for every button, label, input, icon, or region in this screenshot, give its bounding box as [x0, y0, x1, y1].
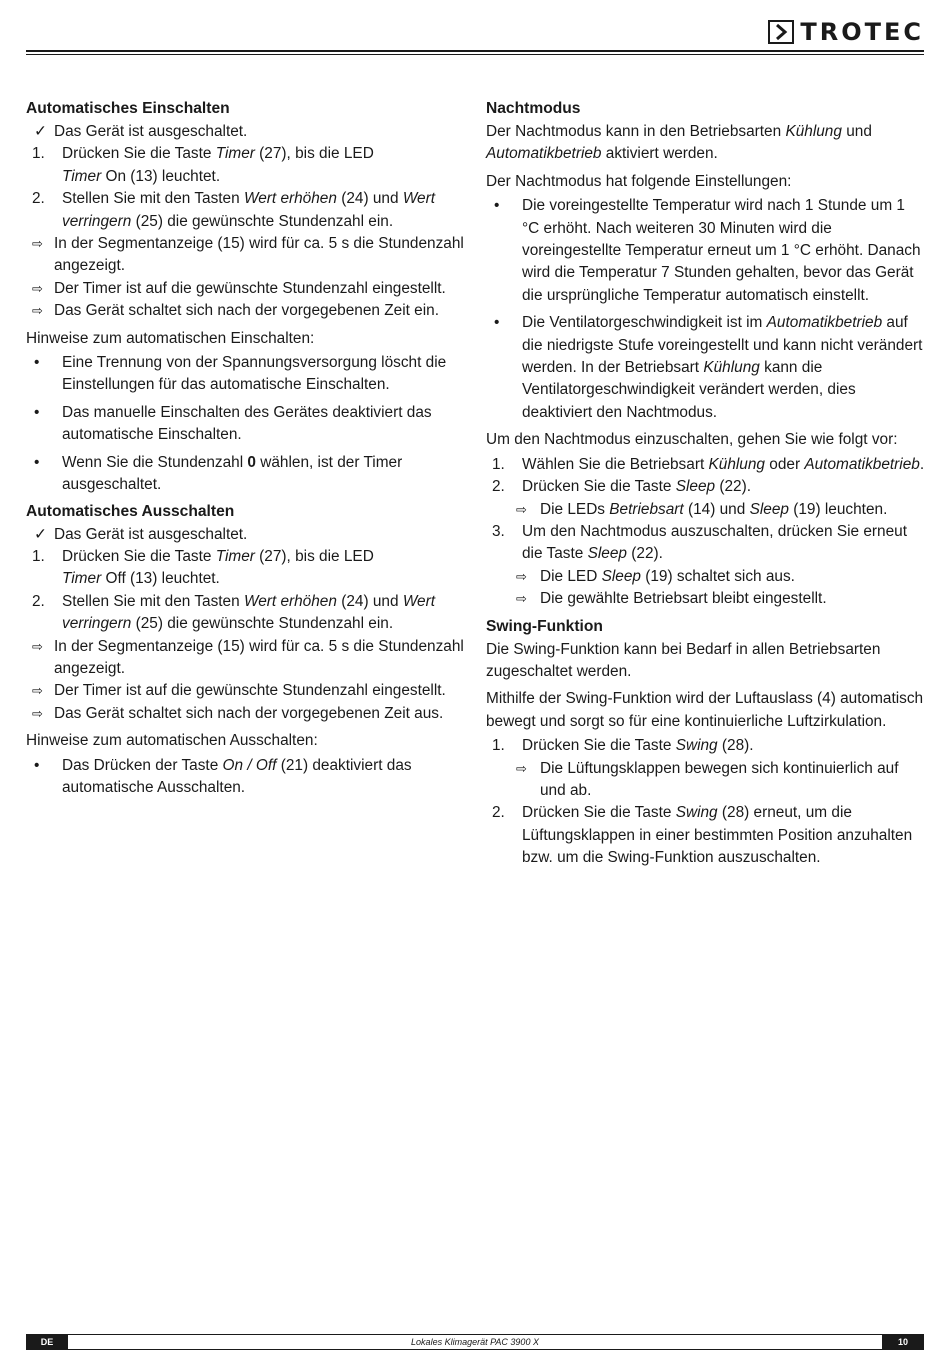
bullet-icon: •: [34, 756, 40, 774]
bullet-icon: •: [34, 403, 40, 421]
checkmark-icon: ✓: [34, 123, 47, 140]
arrow-right-icon: ⇨: [32, 705, 43, 721]
setting-item: • Die voreingestellte Temperatur wird nach 1 Stunde um 1 °C erhöht. Nach weiteren 30 Minuten wird die voreingestellte Temperatur erneut um 1 °C erhöht. Danach wird die Temperatur 7 Stunden gehalten, bevor das Gerät die ursprüngliche Temperatur automatisch einstellt.: [486, 195, 926, 307]
arrow-right-icon: ⇨: [32, 683, 43, 699]
section-title-auto-on: Automatisches Einschalten: [26, 100, 230, 117]
notes-title: Hinweise zum automatischen Ausschalten:: [26, 732, 318, 750]
page-number: 10: [882, 1335, 924, 1349]
checkmark-icon: ✓: [34, 525, 47, 543]
note-item: • Das Drücken der Taste On / Off (21) deaktiviert das automatische Ausschalten.: [26, 755, 466, 800]
bullet-icon: •: [494, 314, 500, 332]
step-item: 1. Drücken Sie die Taste Swing (28).: [492, 737, 754, 755]
step-item: 2. Drücken Sie die Taste Sleep (22).: [492, 478, 751, 496]
left-column: [26, 98, 466, 799]
setting-item: • Die Ventilatorgeschwindigkeit ist im Automatikbetrieb auf die niedrigste Stufe voreingestellt und kann nicht verändert werden. In der Betriebsart Kühlung kann die Ventilatorgeschwindigkeit verändert werden, dies deaktiviert den Nachtmodus.: [486, 312, 926, 424]
header-rule: [26, 50, 924, 55]
paragraph: Der Nachtmodus kann in den Betriebsarten Kühlung und Automatikbetrieb aktiviert werden.: [486, 123, 872, 163]
arrow-right-icon: ⇨: [516, 760, 527, 776]
arrow-right-icon: ⇨: [32, 280, 43, 296]
notes-title: Hinweise zum automatischen Einschalten:: [26, 329, 315, 347]
result-item: ⇨ Der Timer ist auf die gewünschte Stundenzahl eingestellt.: [26, 680, 466, 702]
result-item: ⇨ In der Segmentanzeige (15) wird für ca. 5 s die Stundenzahl angezeigt.: [26, 233, 466, 278]
arrow-right-icon: ⇨: [32, 303, 43, 319]
section-title-auto-off: Automatisches Ausschalten: [26, 502, 235, 520]
arrow-right-icon: ⇨: [516, 568, 527, 584]
arrow-right-icon: ⇨: [516, 501, 527, 517]
section-title-night: Nachtmodus: [486, 100, 581, 117]
result-item: ⇨ Das Gerät schaltet sich nach der vorgegebenen Zeit aus.: [26, 703, 466, 725]
paragraph: Die Swing-Funktion kann bei Bedarf in allen Betriebsarten zugeschaltet werden.: [486, 640, 881, 680]
note-item: • Eine Trennung von der Spannungsversorgung löscht die Einstellungen für das automatische Einschalten.: [26, 352, 466, 397]
result-item: ⇨ Die Lüftungsklappen bewegen sich kontinuierlich auf und ab.: [486, 758, 926, 803]
bullet-icon: •: [34, 453, 40, 471]
precondition-item: ✓ Das Gerät ist ausgeschaltet.: [26, 121, 466, 143]
page-footer: [26, 1334, 924, 1350]
paragraph: Der Nachtmodus hat folgende Einstellungen:: [486, 172, 792, 190]
step-item: 3. Um den Nachtmodus auszuschalten, drücken Sie erneut die Taste Sleep (22).: [492, 522, 907, 563]
brand-name: TROTEC: [800, 18, 924, 46]
result-item: ⇨ Der Timer ist auf die gewünschte Stundenzahl eingestellt.: [26, 278, 466, 300]
step-item: 1. Drücken Sie die Taste Timer (27), bis die LED Timer On (13) leuchtet.: [32, 145, 374, 185]
arrow-right-icon: ⇨: [516, 591, 527, 607]
section-title-swing: Swing-Funktion: [486, 617, 603, 635]
language-label: DE: [26, 1335, 68, 1349]
document-title: Lokales Klimagerät PAC 3900 X: [411, 1337, 539, 1347]
step-item: 1. Drücken Sie die Taste Timer (27), bis die LED Timer Off (13) leuchtet.: [32, 547, 374, 588]
bullet-icon: •: [34, 354, 40, 372]
step-item: 2. Stellen Sie mit den Tasten Wert erhöhen (24) und Wert verringern (25) die gewünschte Stundenzahl ein.: [32, 592, 436, 633]
arrow-right-icon: ⇨: [32, 236, 43, 252]
right-column: [486, 98, 926, 870]
bullet-icon: •: [494, 197, 500, 215]
result-item: ⇨ Die LED Sleep (19) schaltet sich aus.: [486, 566, 926, 588]
precondition-item: ✓ Das Gerät ist ausgeschaltet.: [26, 524, 466, 546]
paragraph: Um den Nachtmodus einzuschalten, gehen Sie wie folgt vor:: [486, 431, 898, 449]
arrow-right-icon: ⇨: [32, 638, 43, 654]
step-item: 1. Wählen Sie die Betriebsart Kühlung oder Automatikbetrieb.: [492, 455, 925, 473]
result-item: ⇨ In der Segmentanzeige (15) wird für ca. 5 s die Stundenzahl angezeigt.: [26, 636, 466, 681]
note-item: • Das manuelle Einschalten des Gerätes deaktiviert das automatische Einschalten.: [26, 402, 466, 447]
trotec-logo: [768, 20, 924, 44]
chevron-right-icon: [768, 20, 794, 44]
note-item: • Wenn Sie die Stundenzahl 0 wählen, ist der Timer ausgeschaltet.: [26, 452, 466, 497]
result-item: ⇨ Das Gerät schaltet sich nach der vorgegebenen Zeit ein.: [26, 300, 466, 322]
paragraph: Mithilfe der Swing-Funktion wird der Luftauslass (4) automatisch bewegt und sorgt so für eine kontinuierliche Luftzirkulation.: [486, 690, 924, 730]
step-item: 2. Stellen Sie mit den Tasten Wert erhöhen (24) und Wert verringern (25) die gewünschte Stundenzahl ein.: [32, 190, 436, 230]
step-item: 2. Drücken Sie die Taste Swing (28) erneut, um die Lüftungsklappen in einer bestimmten Position anzuhalten bzw. um die Swing-Funktion auszuschalten.: [492, 804, 913, 867]
result-item: ⇨ Die LEDs Betriebsart (14) und Sleep (19) leuchten.: [486, 499, 926, 521]
result-item: ⇨ Die gewählte Betriebsart bleibt eingestellt.: [486, 588, 926, 610]
